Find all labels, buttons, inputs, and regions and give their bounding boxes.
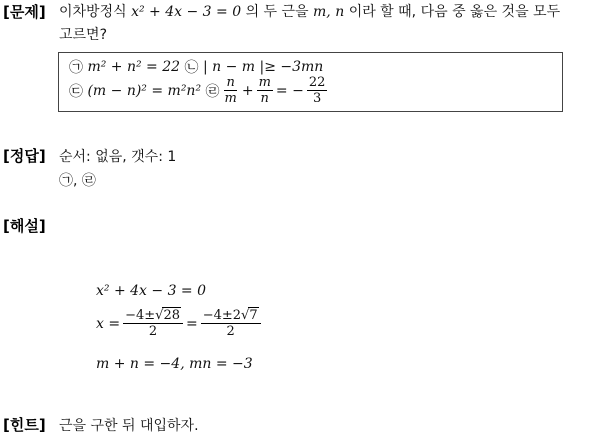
solution-eq-3-text: m + n = −4, mn = −3: [96, 356, 253, 372]
choices-box: [58, 52, 563, 112]
solution-equation-1: [96, 283, 206, 299]
solution-frac-2-den: 2: [226, 324, 235, 339]
problem-equation: x² + 4x − 3 = 0: [131, 4, 242, 20]
hint-text: 근을 구한 뒤 대입하자.: [59, 418, 199, 434]
choice-row-2: [69, 75, 330, 106]
solution-frac-2-num-text: −4±2: [202, 308, 242, 323]
choice-4-plus: +: [241, 82, 254, 99]
choice-4-frac-3-den: 3: [312, 91, 322, 106]
problem-text-b: 의 두 근을: [245, 4, 309, 20]
problem-text-a: 이차방정식: [59, 4, 127, 20]
choice-1-mark: ㉠: [69, 60, 83, 76]
solution-frac-1-num-text: −4±: [125, 308, 156, 323]
solution-frac-1-num: −4±√28: [123, 308, 183, 324]
solution-equation-2: [96, 308, 264, 339]
problem-line-1: [59, 1, 560, 21]
answer-line-1: 순서: 없음, 갯수: 1: [59, 149, 177, 165]
choice-4-frac-1-den: m: [224, 91, 237, 106]
choice-4-equals: = −: [275, 82, 304, 99]
solution-frac-1-den: 2: [148, 324, 158, 339]
problem-text-c: 이라 할 때, 다음 중 옳은 것을 모두: [348, 4, 561, 20]
choice-4-frac-3: [307, 75, 328, 106]
choice-2-mark: ㉡: [184, 60, 199, 76]
choice-4-mark: ㉣: [205, 83, 220, 100]
choice-1-expr: m² + n² = 22: [87, 59, 181, 75]
problem-tag: [문제]: [3, 3, 46, 21]
solution-frac-1: [123, 308, 183, 339]
hint-tag: [힌트]: [3, 416, 46, 434]
solution-frac-2-num: −4±2√7: [201, 308, 261, 324]
choice-2-expr: | n − m |≥ −3mn: [202, 59, 324, 75]
problem-line-2: 고르면?: [59, 27, 108, 43]
solution-frac-1-radicand: 28: [163, 308, 180, 323]
answer-tag: [정답]: [3, 147, 46, 165]
solution-eq-2-lhs: x =: [96, 315, 121, 332]
solution-equation-3: [96, 356, 253, 372]
problem-var-n: n: [335, 4, 345, 20]
solution-frac-2: [201, 308, 261, 339]
solution-eq-1-text: x² + 4x − 3 = 0: [96, 283, 207, 299]
choice-4-frac-1-num: n: [226, 75, 235, 90]
choice-3-mark: ㉢: [69, 83, 83, 100]
choice-4-frac-2-num: m: [258, 75, 271, 90]
choice-3-expr: (m − n)² = m²n²: [87, 82, 202, 99]
choice-row-1: [69, 57, 323, 77]
answer-line-2: ㉠, ㉣: [59, 173, 96, 189]
problem-var-m: m,: [313, 4, 331, 20]
solution-tag: [해설]: [3, 217, 46, 235]
choice-4-frac-1: [223, 75, 239, 106]
solution-frac-2-radicand: 7: [249, 308, 258, 323]
solution-eq-2-mid: =: [185, 315, 198, 332]
choice-4-frac-3-num: 22: [308, 75, 326, 90]
choice-4-frac-2: [257, 75, 273, 106]
choice-4-frac-2-den: n: [260, 91, 269, 106]
